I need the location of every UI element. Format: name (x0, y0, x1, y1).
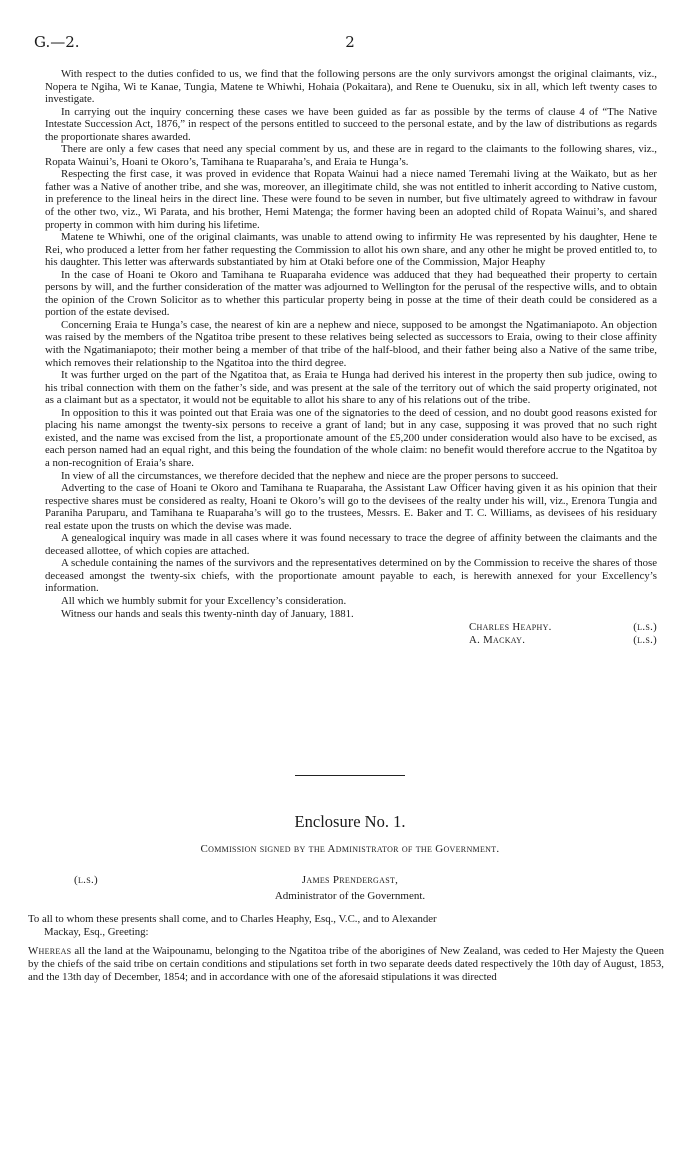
document-reference: G.—2. (34, 33, 80, 51)
paragraph-ngatitoa-objection: It was further urged on the part of the Ngatitoa that, as Eraia te Hunga had derived his interest in the property then sub judice, owing to his tribal connection with them on the father’s side, and was present at the sale of the territory out of which the said property originated, not as a claimant but as a spectator, it would not be equitable to allot his share to any of his relations out of the tribe. (45, 369, 657, 407)
greeting (28, 913, 664, 939)
paragraph-hoani-tamihana-wills: In the case of Hoani te Okoro and Tamihana te Ruaparaha evidence was adduced that they had bequeathed their property to certain persons by will, and the further consideration of the matter was adjourned to Wellington for the perusal of the respective wills, and to obtain the opinion of the Crown Solicitor as to whether this particular property being in posse at the time of their death could be considered as a portion of the estate devised. (45, 268, 657, 319)
paragraph-genealogical-inquiry: A genealogical inquiry was made in all cases where it was found necessary to trace the degree of affinity between the claimants and the deceased allottee, of which copies are attached. (45, 532, 657, 557)
administrator-title: Administrator of the Government. (274, 890, 426, 902)
section-divider (295, 775, 405, 776)
seal-mark: (l.s.) (633, 634, 657, 647)
commission-heading: Commission signed by the Administrator of the Government. (200, 843, 500, 855)
seal-mark: (l.s.) (74, 874, 98, 886)
page-header (34, 33, 666, 53)
signatory-name: Charles Heaphy. (469, 621, 552, 634)
page-number: 2 (345, 33, 355, 51)
signature-row (469, 621, 657, 634)
greeting-line: To all to whom these presents shall come, and to Charles Heaphy, Esq., V.C., and to Alexander (28, 913, 437, 925)
report-body (45, 68, 657, 647)
paragraph-ropata-wainui: Respecting the first case, it was proved in evidence that Ropata Wainui had a niece named Teremahi living at the Waikato, but as her father was a Native of another tribe, and she was, moreover, an illegitimate child, she was not entitled to inherit according to Native custom, in preference to the lineal heirs in the direct line. These were found to be seven in number, but five ultimately agreed to withdraw in favour of the other two, viz., Wi Parata, and his brother, Hemi Matenga; the former having been an adopted child of Ropata Wainui’s, and shared property in common with him during his lifetime. (45, 168, 657, 231)
paragraph-survivors: With respect to the duties confided to us, we find that the following persons are the only survivors amongst the original claimants, viz., Nopera te Ngiha, Wi te Kanae, Tungia, Matene te Whiwhi, Hohaia (Pokaitara), and Rene te Ouenuku, six in all, which left twenty cases to investigate. (45, 68, 657, 106)
paragraph-witness: Witness our hands and seals this twenty-ninth day of January, 1881. (61, 607, 354, 620)
paragraph-submission: All which we humbly submit for your Excellency’s consideration. (61, 594, 347, 607)
paragraph-special-cases: There are only a few cases that need any special comment by us, and these are in regard to the claimants to the following shares, viz., Ropata Wainui’s, Hoani te Okoro’s, Tamihana te Ruaparaha’s, and Eraia te Hunga’s. (45, 143, 657, 168)
whereas-lead-word: Whereas (28, 945, 72, 957)
signature-row (469, 634, 657, 647)
paragraph-opposition: In opposition to this it was pointed out that Eraia was one of the signatories to the deed of cession, and no doubt good reasons existed for placing his name amongst the twenty-six persons to receive a grant of land; but in any case, supposing it was proved that no such right existed, and the name was excised from the list, a proportionate amount of the £5,200 under consideration would also have to be excised, as each person named had an equal right, and this being the foundation of the whole claim: no benefit would therefore accrue to the Ngatitoa by a non-recognition of Eraia’s share. (45, 406, 657, 469)
enclosure-title: Enclosure No. 1. (294, 812, 406, 831)
paragraph-schedule: A schedule containing the names of the survivors and the representatives determined on by the Commission to receive the shares of those deceased amongst the twenty-six chiefs, with the proportionate amount payable to each, is herewith annexed for your Excellency’s information. (45, 557, 657, 595)
paragraph-decision: In view of all the circumstances, we therefore decided that the nephew and niece are the proper persons to succeed. (61, 469, 559, 482)
whereas-clause (28, 945, 664, 985)
paragraph-inquiry-method: In carrying out the inquiry concerning these cases we have been guided as far as possible by the terms of clause 4 of “The Native Intestate Succession Act, 1876,” in respect of the persons entitled to succeed to the personal estate, and by the law of distributions as regards the proportionate shares awarded. (45, 105, 657, 143)
paragraph-eraia-te-hunga: Concerning Eraia te Hunga’s case, the nearest of kin are a nephew and niece, supposed to be amongst the Ngatimaniapoto. An objection was raised by the members of the Ngatitoa tribe present to these relatives being selected as successors to Eraia, owing to their close affinity with the Ngatimaniapoto; their mother being a member of that tribe of the half-blood, and their father being also a Native of the same tribe, which removes their relationship to the Ngatitoa into the third degree. (45, 318, 657, 369)
signature-block (469, 621, 657, 647)
greeting-line-continued: Mackay, Esq., Greeting: (44, 926, 149, 939)
signatory-name: A. Mackay. (469, 634, 526, 647)
paragraph-matene-te-whiwhi: Matene te Whiwhi, one of the original claimants, was unable to attend owing to infirmity He was represented by his daughter, Hene te Rei, who produced a letter from her father requesting the Commission to allot his own share, and any other he might be proved entitled to, to his daughter. This letter was afterwards substantiated by him at Otaki before one of the Commission, Major Heaphy (45, 231, 657, 269)
whereas-text: all the land at the Waipounamu, belonging to the Ngatitoa tribe of the aborigines of New Zealand, was ceded to Her Majesty the Queen by the chiefs of the said tribe on certain conditions and stipulations set forth in two separate deeds dated respectively the 10th day of August, 1853, and the 13th day of December, 1854; and in accordance with one of the aforesaid stipulations it was directed (28, 945, 664, 984)
paragraph-law-officer-opinion: Adverting to the case of Hoani te Okoro and Tamihana te Ruaparaha, the Assistant Law Officer having given it as his opinion that their respective shares must be considered as realty, Hoani te Okoro’s will go to the devisees of the realty under his will, viz., Erenora Tungia and Paraniha Paruparu, and Tamihana te Ruaparaha’s will go to the trustees, Messrs. E. Baker and T. C. Williams, as devisees of his residuary real estate upon the trusts on which the devise was made. (45, 482, 657, 532)
administrator-name: James Prendergast, (301, 874, 399, 886)
seal-mark: (l.s.) (633, 621, 657, 634)
